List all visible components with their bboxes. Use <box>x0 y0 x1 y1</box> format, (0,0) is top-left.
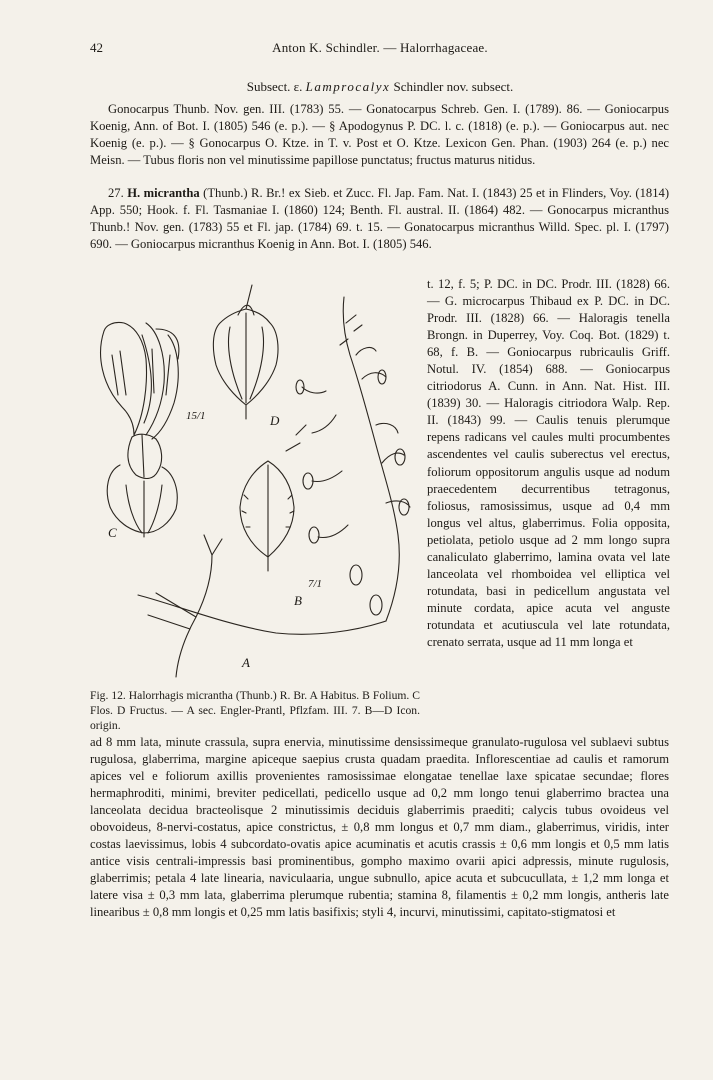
label-c: C <box>108 525 117 540</box>
label-d: D <box>270 413 280 428</box>
flower-drawing <box>101 322 179 537</box>
botanical-drawing <box>86 275 416 687</box>
fruit-drawing <box>213 285 278 419</box>
leaf-drawing <box>240 461 294 571</box>
species-number: 27. <box>108 186 124 200</box>
subsection-prefix: Subsect. ε. <box>246 79 303 94</box>
species-header <box>90 185 669 253</box>
label-a: A <box>242 655 250 670</box>
page-header <box>90 40 670 56</box>
synonymy-paragraph <box>90 101 669 169</box>
figure-caption: Fig. 12. Halorrhagis micrantha (Thunb.) R. Br. A Habitus. B Folium. C Flos. D Fructus. — A sec. Engler-Prantl, Pflzfam. III. 7. B—D Icon. origin. <box>90 689 420 732</box>
figure-illustration <box>86 275 416 687</box>
species-text-full: (Thunb.) R. Br.! ex Sieb. et Zucc. Fl. Jap. Fam. Nat. I. (1843) 25 et in Flinders, Voy. (1814) App. 550; Hook. f. Fl. Tasmaniae I. (1860) 124; Benth. Fl. austral. II. (1864) 482. — Gonocarpus micranthus Thunb.! Nov. gen. (1783) 55 et Fl. jap. (1784) 69. t. 15. — Gonatocarpus micranthus Willd. Spec. pl. I. (1797) 690. — Goniocarpus micranthus Koenig in Ann. Bot. I. (1805) 546. <box>90 186 670 252</box>
synonymy-text: Gonocarpus Thunb. Nov. gen. III. (1783) 55. — Gonatocarpus Schreb. Gen. I. (1789). 86. — Goniocarpus Koenig, Ann. of Bot. I. (1805) 546 (e. p.). — § Apodogynus P. DC. l. c. (1818) (e. p.). — Goniocarpus aut. nec Koenig (e. p.). — § Gonocarpus O. Ktze. in T. v. Post et O. Ktze. Lexicon Gen. Phan. (1903) 264 (e. p.) nec Meisn. — Tubus floris non vel minutissime papillose punctatus; fructus maturus nitidus. <box>90 102 669 168</box>
scale-c: 15/1 <box>186 410 206 422</box>
species-name: H. micrantha <box>127 186 200 200</box>
subsection-heading <box>90 79 670 95</box>
subsection-suffix: Schindler nov. subsect. <box>393 79 514 94</box>
page-number: 42 <box>90 40 103 55</box>
species-entry <box>90 185 669 253</box>
species-text-bottom: ad 8 mm lata, minute crassula, supra enervia, minutissime densissimeque granulato-rugulosa vel sublaevi subtus rugulosa, glaberrima, margine apiceque saepius crusta quadam praedita. Inflorescentiae ad caulis et ramorum apices vel e foliorum axillis provenientes ramosissimae elongatae tenellae laxe spicatae secundae; flores hermaphroditi, minimi, breviter pedicellati, pedicello usque ad 0,2 mm longo tenui glaberrimo bractea una lanceolata decidua bracteolisque 2 minutissimis deciduis glaberrimis praediti; calycis tubus ovoideus vel obovoideus, 8-nervi-costatus, apice constrictus, ± 0,8 mm longus et 0,7 mm diam., glaberrimus, viridis, inter costas laevissimus, lobis 4 subcordato-ovatis apice acuminatis et acutis crassis ± 0,6 mm longis et 0,5 mm latis antice visis centrali-impressis basi prominentibus, gompho maximo ovarii apici adpressis, minute rugulosis, glaberrimis; petala 4 late linearia, naviculaaria, ungue subnullo, apice acuta et subcucullata, ± 1,2 mm longa et latere visa ± 0,3 mm lata, glaberrima plerumque rubentia; stamina 8, filamentis ± 0,2 mm longis, antheris late linearibus ± 0,8 mm longis et 0,25 mm latis basifixis; styli 4, incurvi, minutissimi, capitato-stigmatosi et <box>90 735 669 920</box>
scale-b: 7/1 <box>308 578 323 590</box>
species-text-right-column: t. 12, f. 5; P. DC. in DC. Prodr. III. (1828) 66. — G. microcarpus Thibaud ex P. DC. in DC. Prodr. III. (1828) 66. — Haloragis tenella Brongn. in Duperrey, Voy. Coq. Bot. (1829) t. 68, f. B. — Goniocarpus rubricaulis Griff. Notul. IV. (1854) 688. — Goniocarpus citriodorus A. Cunn. in Ann. Nat. Hist. III. (1839) 30. — Haloragis citriodora Walp. Rep. II. (1843) 99. — Caulis tenuis plerumque repens radicans vel caules multi procumbentes ascendentes vel caulis suberectus vel erectus, foliorum oppositorum angulis usque ad nodum praecedentem decurrentibus tetragonus, foliosus, ramosissimus, usque ad 0,4 mm longus vel altus, glaberrimus. Folia opposita, petiolata, petiolo usque ad 2 mm longo supra canaliculato glaberrimo, lamina ovata vel late lanceolata vel rhomboidea vel elliptica vel rotundata, basi in pedicellum angustata vel minute cordata, apice acuta vel anguste rotundata et acutiuscula vel late rotundata, crenato serrata, usque ad 11 mm longa et <box>427 277 670 649</box>
label-b: B <box>294 593 302 608</box>
subsection-name: Lamprocalyx <box>305 79 391 94</box>
running-title: Anton K. Schindler. — Halorrhagaceae. <box>272 40 488 55</box>
